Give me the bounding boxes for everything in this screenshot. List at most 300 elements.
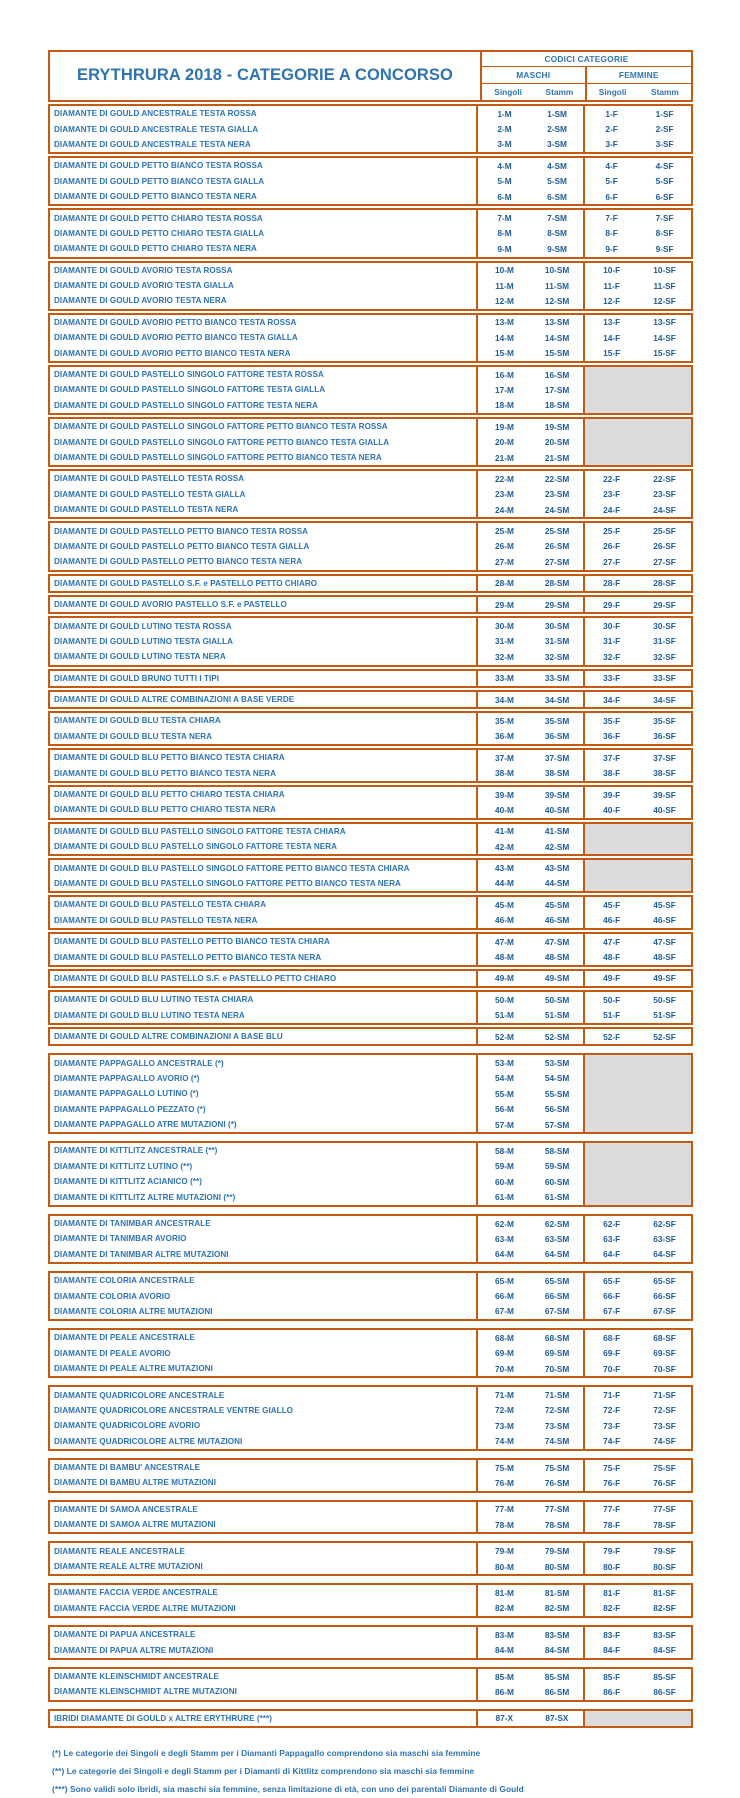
code-cell-stamm-femmine: 49-SF	[653, 973, 676, 984]
code-cell-singoli-maschi: 42-M	[495, 841, 514, 852]
code-cell-singoli-maschi: 34-M	[495, 694, 514, 705]
table-row	[50, 1669, 691, 1684]
code-cell-singoli-maschi: 46-M	[495, 915, 514, 926]
code-cell-stamm-maschi: 25-SM	[531, 523, 585, 538]
table-row	[50, 1627, 691, 1642]
code-cell-stamm-femmine: 86-SF	[653, 1686, 676, 1697]
code-cell-stamm-femmine: 26-SF	[653, 541, 676, 552]
table-row	[50, 649, 691, 664]
category-group	[48, 858, 693, 893]
code-cell-singoli-femmine: 3-F	[605, 139, 618, 150]
category-group	[48, 104, 693, 154]
code-cell-singoli-maschi: 28-M	[495, 578, 514, 589]
code-cell-singoli-maschi: 59-M	[495, 1161, 514, 1172]
code-cell-singoli-maschi: 31-M	[495, 636, 514, 647]
category-name-cell: DIAMANTE DI GOULD BLU PETTO BIANCO TESTA CHIARA	[50, 750, 478, 765]
table-row	[50, 471, 691, 486]
code-cell-stamm-femmine: 25-SF	[653, 526, 676, 537]
category-name-cell: DIAMANTE DI GOULD PETTO CHIARO TESTA GIALLA	[50, 226, 478, 241]
table-row	[50, 398, 691, 413]
code-cell-singoli-femmine: 10-F	[603, 265, 621, 276]
empty-female-cells	[585, 1086, 691, 1101]
code-cell-singoli-maschi: 55-M	[495, 1088, 514, 1099]
category-group	[48, 748, 693, 783]
code-cell-singoli-femmine: 26-F	[603, 541, 621, 552]
code-cell-stamm-femmine: 47-SF	[653, 936, 676, 947]
table-row	[50, 876, 691, 891]
code-cell-stamm-femmine: 80-SF	[653, 1561, 676, 1572]
code-cell-stamm-maschi: 13-SM	[531, 315, 585, 330]
code-cell-stamm-maschi: 63-SM	[531, 1231, 585, 1246]
table-row	[50, 1273, 691, 1288]
category-name-cell: DIAMANTE PAPPAGALLO AVORIO (*)	[50, 1071, 478, 1086]
code-cell-singoli-femmine: 80-F	[603, 1561, 621, 1572]
category-name-cell: DIAMANTE DI BAMBU ALTRE MUTAZIONI	[50, 1475, 478, 1490]
category-name-cell: DIAMANTE PAPPAGALLO ATRE MUTAZIONI (*)	[50, 1117, 478, 1132]
code-cell-stamm-femmine: 2-SF	[655, 124, 674, 135]
code-cell-stamm-femmine: 8-SF	[655, 228, 674, 239]
category-name-cell: DIAMANTE DI GOULD AVORIO PETTO BIANCO TESTA ROSSA	[50, 315, 478, 330]
code-cell-stamm-maschi: 77-SM	[531, 1502, 585, 1517]
category-name-cell: DIAMANTE KLEINSCHMIDT ALTRE MUTAZIONI	[50, 1684, 478, 1699]
category-name-cell: DIAMANTE DI GOULD PETTO BIANCO TESTA ROSSA	[50, 158, 478, 173]
code-cell-singoli-maschi: 14-M	[495, 332, 514, 343]
empty-female-cells	[585, 1174, 691, 1189]
category-group	[48, 595, 693, 614]
table-row	[50, 174, 691, 189]
code-cell-stamm-maschi: 61-SM	[531, 1189, 585, 1204]
empty-female-cells	[585, 1055, 691, 1070]
code-cell-singoli-maschi: 57-M	[495, 1119, 514, 1130]
category-name-cell: DIAMANTE DI BAMBU' ANCESTRALE	[50, 1460, 478, 1475]
table-row	[50, 1543, 691, 1558]
category-name-cell: DIAMANTE DI GOULD PASTELLO SINGOLO FATTORE PETTO BIANCO TESTA ROSSA	[50, 419, 478, 434]
code-cell-singoli-femmine: 64-F	[603, 1249, 621, 1260]
table-row	[50, 1403, 691, 1418]
category-group	[48, 1214, 693, 1264]
empty-female-cells	[585, 860, 691, 875]
table-row	[50, 1008, 691, 1023]
code-cell-stamm-maschi: 76-SM	[531, 1475, 585, 1490]
code-cell-stamm-maschi: 49-SM	[531, 971, 585, 986]
code-cell-singoli-femmine: 4-F	[605, 160, 618, 171]
code-cell-stamm-maschi: 7-SM	[531, 210, 585, 225]
table-row	[50, 502, 691, 517]
code-cell-singoli-femmine: 71-F	[603, 1390, 621, 1401]
empty-female-cells	[585, 398, 691, 413]
code-cell-singoli-femmine: 8-F	[605, 228, 618, 239]
code-cell-stamm-maschi: 37-SM	[531, 750, 585, 765]
category-name-cell: DIAMANTE DI GOULD BLU PASTELLO TESTA CHIARA	[50, 897, 478, 912]
code-cell-singoli-femmine: 27-F	[603, 556, 621, 567]
code-cell-singoli-maschi: 12-M	[495, 295, 514, 306]
code-cell-stamm-femmine: 66-SF	[653, 1291, 676, 1302]
code-cell-singoli-maschi: 78-M	[495, 1519, 514, 1530]
page-title: ERYTHRURA 2018 - CATEGORIE A CONCORSO	[50, 52, 482, 100]
code-cell-singoli-maschi: 81-M	[495, 1587, 514, 1598]
category-group	[48, 156, 693, 206]
code-cell-singoli-maschi: 64-M	[495, 1249, 514, 1260]
category-name-cell: DIAMANTE DI GOULD PASTELLO S.F. e PASTELLO PETTO CHIARO	[50, 576, 478, 591]
category-group	[48, 1583, 693, 1618]
table-row	[50, 1189, 691, 1204]
code-cell-stamm-maschi: 32-SM	[531, 649, 585, 664]
table-row	[50, 1502, 691, 1517]
table-row	[50, 434, 691, 449]
code-cell-singoli-maschi: 1-M	[497, 108, 512, 119]
code-cell-singoli-maschi: 2-M	[497, 124, 512, 135]
table-row	[50, 802, 691, 817]
code-cell-singoli-maschi: 53-M	[495, 1058, 514, 1068]
code-cell-singoli-maschi: 24-M	[495, 504, 514, 515]
code-cell-stamm-maschi: 12-SM	[531, 293, 585, 308]
code-cell-stamm-maschi: 33-SM	[531, 671, 585, 686]
category-name-cell: DIAMANTE PAPPAGALLO ANCESTRALE (*)	[50, 1055, 478, 1070]
code-cell-stamm-femmine: 78-SF	[653, 1519, 676, 1530]
table-row	[50, 1559, 691, 1574]
category-name-cell: DIAMANTE DI GOULD PASTELLO SINGOLO FATTORE TESTA GIALLA	[50, 382, 478, 397]
code-cell-singoli-maschi: 5-M	[497, 176, 512, 187]
code-cell-stamm-femmine: 32-SF	[653, 651, 676, 662]
table-row	[50, 1387, 691, 1402]
code-cell-singoli-femmine: 22-F	[603, 473, 621, 484]
code-cell-stamm-femmine: 1-SF	[655, 108, 674, 119]
code-cell-stamm-femmine: 76-SF	[653, 1477, 676, 1488]
table-row	[50, 1304, 691, 1319]
category-group	[48, 711, 693, 746]
column-header-femmine-stamm: Stamm	[651, 87, 679, 97]
code-cell-singoli-maschi: 32-M	[495, 651, 514, 662]
category-group	[48, 969, 693, 988]
table-row	[50, 1418, 691, 1433]
code-cell-stamm-femmine: 62-SF	[653, 1218, 676, 1229]
code-cell-stamm-maschi: 2-SM	[531, 121, 585, 136]
table-row	[50, 1517, 691, 1532]
category-name-cell: DIAMANTE DI GOULD AVORIO TESTA ROSSA	[50, 263, 478, 278]
code-cell-singoli-femmine: 15-F	[603, 348, 621, 359]
code-cell-stamm-maschi: 14-SM	[531, 330, 585, 345]
code-cell-stamm-maschi: 11-SM	[531, 278, 585, 293]
code-cell-singoli-maschi: 76-M	[495, 1477, 514, 1488]
categories-table-sheet	[48, 50, 693, 1798]
category-group	[48, 669, 693, 688]
code-cell-singoli-maschi: 61-M	[495, 1192, 514, 1203]
hybrid-code-cells	[478, 1711, 585, 1726]
category-name-cell: DIAMANTE DI GOULD ANCESTRALE TESTA NERA	[50, 137, 478, 152]
code-cell-stamm-femmine: 70-SF	[653, 1363, 676, 1374]
code-cell-stamm-maschi: 64-SM	[531, 1247, 585, 1262]
code-cell-singoli-femmine: 1-F	[605, 108, 618, 119]
code-cell-singoli-maschi: 19-M	[495, 421, 514, 432]
code-cell-singoli-femmine: 48-F	[603, 952, 621, 963]
codes-header-block	[482, 52, 691, 100]
category-name-cell: DIAMANTE DI GOULD BLU PASTELLO PETTO BIANCO TESTA CHIARA	[50, 934, 478, 949]
category-group	[48, 990, 693, 1025]
code-cell-stamm-maschi: 87-SX	[545, 1713, 569, 1724]
code-cell-singoli-femmine: 69-F	[603, 1348, 621, 1359]
empty-female-cells	[585, 1101, 691, 1116]
code-cell-singoli-maschi: 13-M	[495, 317, 514, 328]
table-row	[50, 121, 691, 136]
code-cell-singoli-maschi: 17-M	[495, 384, 514, 395]
code-cell-stamm-femmine: 34-SF	[653, 694, 676, 705]
code-cell-singoli-femmine: 37-F	[603, 752, 621, 763]
code-cell-stamm-maschi: 29-SM	[531, 597, 585, 612]
code-cell-stamm-femmine: 48-SF	[653, 952, 676, 963]
code-cell-stamm-maschi: 15-SM	[531, 345, 585, 360]
code-cell-singoli-maschi: 83-M	[495, 1629, 514, 1640]
code-cell-stamm-maschi: 39-SM	[531, 787, 585, 802]
code-cell-singoli-maschi: 15-M	[495, 348, 514, 359]
category-name-cell: DIAMANTE DI GOULD PASTELLO TESTA ROSSA	[50, 471, 478, 486]
code-cell-stamm-maschi: 52-SM	[531, 1029, 585, 1044]
code-cell-stamm-maschi: 10-SM	[531, 263, 585, 278]
code-cell-stamm-femmine: 75-SF	[653, 1462, 676, 1473]
table-row	[50, 949, 691, 964]
code-cell-singoli-maschi: 74-M	[495, 1436, 514, 1447]
code-cell-stamm-maschi: 67-SM	[531, 1304, 585, 1319]
code-cell-stamm-femmine: 29-SF	[653, 599, 676, 610]
code-cell-singoli-femmine: 77-F	[603, 1504, 621, 1515]
code-cell-stamm-maschi: 4-SM	[531, 158, 585, 173]
footnote: (**) Le categorie dei Singoli e degli Stamm per i Diamanti di Kittlitz comprendono sia maschi sia femmine	[52, 1765, 475, 1776]
code-cell-singoli-maschi: 20-M	[495, 437, 514, 448]
table-row	[50, 692, 691, 707]
code-cell-stamm-femmine: 82-SF	[653, 1603, 676, 1614]
code-cell-stamm-maschi: 3-SM	[531, 137, 585, 152]
empty-female-cells	[585, 824, 691, 839]
code-cell-singoli-maschi: 25-M	[495, 526, 514, 537]
code-cell-stamm-maschi: 68-SM	[531, 1330, 585, 1345]
footnote: (***) Sono validi solo ibridi, sia maschi sia femmine, senza limitazione di età, con uno dei parentali Diamante di Gould	[52, 1783, 524, 1794]
category-name-cell: DIAMANTE DI GOULD AVORIO PETTO BIANCO TESTA NERA	[50, 345, 478, 360]
category-group	[48, 1458, 693, 1493]
table-row	[50, 382, 691, 397]
category-name-cell: DIAMANTE DI GOULD BLU TESTA CHIARA	[50, 713, 478, 728]
table-row	[50, 1231, 691, 1246]
code-cell-singoli-femmine: 72-F	[603, 1405, 621, 1416]
table-row	[50, 1601, 691, 1616]
category-name-cell: DIAMANTE DI GOULD LUTINO TESTA ROSSA	[50, 618, 478, 633]
empty-female-cells	[585, 382, 691, 397]
category-name-cell: DIAMANTE DI GOULD BLU PETTO CHIARO TESTA NERA	[50, 802, 478, 817]
category-name-cell: DIAMANTE DI TANIMBAR AVORIO	[50, 1231, 478, 1246]
code-cell-singoli-femmine: 82-F	[603, 1603, 621, 1614]
category-name-cell: DIAMANTE COLORIA ANCESTRALE	[50, 1273, 478, 1288]
code-cell-singoli-maschi: 6-M	[497, 191, 512, 202]
table-row	[50, 1460, 691, 1475]
table-row	[50, 971, 691, 986]
code-cell-singoli-femmine: 49-F	[603, 973, 621, 984]
category-group	[48, 785, 693, 820]
category-name-cell: DIAMANTE DI GOULD BLU PASTELLO SINGOLO FATTORE TESTA NERA	[50, 839, 478, 854]
table-row	[50, 241, 691, 256]
code-cell-stamm-maschi: 21-SM	[531, 450, 585, 465]
table-row	[50, 1101, 691, 1116]
category-group	[48, 313, 693, 363]
code-cell-stamm-maschi: 69-SM	[531, 1346, 585, 1361]
code-cell-singoli-maschi: 38-M	[495, 768, 514, 779]
code-cell-stamm-maschi: 65-SM	[531, 1273, 585, 1288]
code-cell-singoli-maschi: 77-M	[495, 1504, 514, 1515]
category-group	[48, 690, 693, 709]
table-row	[50, 860, 691, 875]
table-row	[50, 765, 691, 780]
code-cell-stamm-maschi: 23-SM	[531, 487, 585, 502]
code-cell-stamm-femmine: 23-SF	[653, 489, 676, 500]
table-row	[50, 671, 691, 686]
code-cell-singoli-femmine: 32-F	[603, 651, 621, 662]
category-name-cell: DIAMANTE QUADRICOLORE ALTRE MUTAZIONI	[50, 1434, 478, 1449]
table-row	[50, 839, 691, 854]
code-cell-stamm-maschi: 86-SM	[531, 1684, 585, 1699]
codes-header-label: CODICI CATEGORIE	[482, 52, 691, 67]
category-name-cell: DIAMANTE COLORIA AVORIO	[50, 1288, 478, 1303]
code-cell-stamm-maschi: 8-SM	[531, 226, 585, 241]
code-cell-singoli-maschi: 27-M	[495, 556, 514, 567]
code-cell-stamm-maschi: 20-SM	[531, 434, 585, 449]
code-cell-singoli-maschi: 80-M	[495, 1561, 514, 1572]
category-group	[48, 1141, 693, 1207]
code-cell-stamm-maschi: 62-SM	[531, 1216, 585, 1231]
column-header-femmine: FEMMINE	[618, 70, 659, 80]
code-cell-stamm-maschi: 53-SM	[531, 1055, 585, 1070]
table-row	[50, 278, 691, 293]
code-cell-stamm-femmine: 83-SF	[653, 1629, 676, 1640]
code-cell-singoli-femmine: 34-F	[603, 694, 621, 705]
category-name-cell: DIAMANTE DI GOULD BLU PASTELLO S.F. e PASTELLO PETTO CHIARO	[50, 971, 478, 986]
code-cell-singoli-maschi: 82-M	[495, 1603, 514, 1614]
table-row	[50, 345, 691, 360]
category-name-cell: DIAMANTE DI GOULD BLU PASTELLO SINGOLO FATTORE PETTO BIANCO TESTA NERA	[50, 876, 478, 891]
code-cell-stamm-femmine: 7-SF	[655, 213, 674, 224]
code-cell-singoli-femmine: 84-F	[603, 1645, 621, 1656]
code-cell-singoli-maschi: 33-M	[495, 673, 514, 684]
code-cell-singoli-femmine: 86-F	[603, 1686, 621, 1697]
category-name-cell: DIAMANTE DI GOULD PASTELLO PETTO BIANCO TESTA GIALLA	[50, 539, 478, 554]
category-group	[48, 932, 693, 967]
code-cell-stamm-maschi: 5-SM	[531, 174, 585, 189]
category-group	[48, 1271, 693, 1321]
code-cell-singoli-femmine: 5-F	[605, 176, 618, 187]
category-name-cell: DIAMANTE DI GOULD BRUNO TUTTI I TIPI	[50, 671, 478, 686]
code-cell-singoli-femmine: 38-F	[603, 768, 621, 779]
code-cell-singoli-femmine: 83-F	[603, 1629, 621, 1640]
code-cell-stamm-maschi: 30-SM	[531, 618, 585, 633]
table-row	[50, 576, 691, 591]
category-name-cell: DIAMANTE DI GOULD AVORIO PASTELLO S.F. e PASTELLO	[50, 597, 478, 612]
code-cell-singoli-maschi: 35-M	[495, 715, 514, 726]
code-cell-stamm-maschi: 57-SM	[531, 1117, 585, 1132]
code-cell-stamm-maschi: 78-SM	[531, 1517, 585, 1532]
code-cell-stamm-femmine: 27-SF	[653, 556, 676, 567]
code-cell-stamm-maschi: 19-SM	[531, 419, 585, 434]
empty-female-cells	[585, 839, 691, 854]
category-name-cell: DIAMANTE FACCIA VERDE ANCESTRALE	[50, 1585, 478, 1600]
code-cell-singoli-maschi: 70-M	[495, 1363, 514, 1374]
empty-female-cells	[585, 1117, 691, 1132]
code-cell-stamm-maschi: 43-SM	[531, 860, 585, 875]
code-cell-stamm-femmine: 33-SF	[653, 673, 676, 684]
table-row	[50, 824, 691, 839]
table-row	[50, 992, 691, 1007]
code-cell-stamm-maschi: 72-SM	[531, 1403, 585, 1418]
category-group	[48, 1027, 693, 1046]
code-cell-stamm-maschi: 22-SM	[531, 471, 585, 486]
table-row	[50, 330, 691, 345]
category-group	[48, 822, 693, 857]
code-cell-singoli-femmine: 85-F	[603, 1671, 621, 1682]
category-name-cell: DIAMANTE QUADRICOLORE ANCESTRALE VENTRE GIALLO	[50, 1403, 478, 1418]
category-group	[48, 417, 693, 467]
code-cell-singoli-femmine: 75-F	[603, 1462, 621, 1473]
category-name-cell: DIAMANTE DI GOULD PETTO BIANCO TESTA GIALLA	[50, 174, 478, 189]
code-cell-stamm-femmine: 11-SF	[653, 280, 676, 291]
code-cell-singoli-femmine: 74-F	[603, 1436, 621, 1447]
category-group	[48, 1053, 693, 1134]
table-row	[50, 554, 691, 569]
code-cell-singoli-maschi: 39-M	[495, 789, 514, 800]
code-cell-stamm-maschi: 28-SM	[531, 576, 585, 591]
code-cell-stamm-maschi: 58-SM	[531, 1143, 585, 1158]
category-name-cell: DIAMANTE DI GOULD BLU PETTO BIANCO TESTA NERA	[50, 765, 478, 780]
table-row	[50, 1117, 691, 1132]
code-cell-singoli-maschi: 11-M	[495, 280, 514, 291]
code-cell-stamm-femmine: 74-SF	[653, 1436, 676, 1447]
category-group	[48, 1541, 693, 1576]
code-cell-stamm-maschi: 80-SM	[531, 1559, 585, 1574]
category-name-cell: DIAMANTE KLEINSCHMIDT ANCESTRALE	[50, 1669, 478, 1684]
code-cell-stamm-maschi: 44-SM	[531, 876, 585, 891]
code-cell-stamm-femmine: 9-SF	[655, 243, 674, 254]
code-cell-stamm-maschi: 27-SM	[531, 554, 585, 569]
category-name-cell: DIAMANTE REALE ALTRE MUTAZIONI	[50, 1559, 478, 1574]
category-name-cell: DIAMANTE DI TANIMBAR ANCESTRALE	[50, 1216, 478, 1231]
code-cell-singoli-femmine: 9-F	[605, 243, 618, 254]
code-cell-stamm-maschi: 16-SM	[531, 367, 585, 382]
category-name-cell: DIAMANTE DI SAMOA ALTRE MUTAZIONI	[50, 1517, 478, 1532]
code-cell-stamm-maschi: 18-SM	[531, 398, 585, 413]
category-name-cell: DIAMANTE DI GOULD PASTELLO SINGOLO FATTORE PETTO BIANCO TESTA GIALLA	[50, 434, 478, 449]
table-row	[50, 1143, 691, 1158]
table-row	[50, 315, 691, 330]
code-cell-singoli-femmine: 25-F	[603, 526, 621, 537]
category-name-cell: DIAMANTE DI PEALE AVORIO	[50, 1346, 478, 1361]
footnote: (*) Le categorie dei Singoli e degli Stamm per i Diamanti Pappagallo comprendono sia maschi sia femmine	[52, 1747, 481, 1758]
code-cell-stamm-femmine: 81-SF	[653, 1587, 676, 1598]
code-cell-stamm-femmine: 38-SF	[653, 768, 676, 779]
code-cell-stamm-femmine: 73-SF	[653, 1420, 676, 1431]
table-row	[50, 1055, 691, 1070]
table-row	[50, 729, 691, 744]
table-row	[50, 1288, 691, 1303]
table-row	[50, 1216, 691, 1231]
code-cell-stamm-femmine: 65-SF	[653, 1275, 676, 1286]
code-cell-stamm-maschi: 71-SM	[531, 1387, 585, 1402]
table-row	[50, 523, 691, 538]
code-cell-stamm-maschi: 70-SM	[531, 1361, 585, 1376]
code-cell-stamm-maschi: 6-SM	[531, 189, 585, 204]
category-name-cell: DIAMANTE DI GOULD AVORIO TESTA GIALLA	[50, 278, 478, 293]
code-cell-singoli-maschi: 65-M	[495, 1275, 514, 1286]
code-cell-stamm-maschi: 48-SM	[531, 949, 585, 964]
category-name-cell: DIAMANTE DI GOULD PETTO CHIARO TESTA ROSSA	[50, 210, 478, 225]
table-row	[50, 487, 691, 502]
category-group	[48, 208, 693, 258]
code-cell-singoli-maschi: 51-M	[495, 1010, 514, 1021]
code-cell-stamm-maschi: 54-SM	[531, 1071, 585, 1086]
code-cell-singoli-maschi: 41-M	[495, 826, 514, 837]
